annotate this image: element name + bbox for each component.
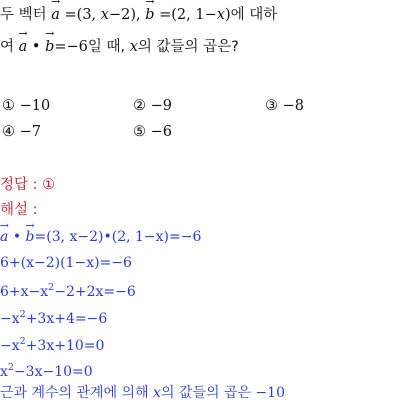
step-1-expression: =(3, x−2)•(2, 1−x)=−6 [34,229,202,245]
vector-b: → b [45,27,55,55]
choice-5[interactable]: ⑤ −6 [133,124,172,140]
vector-a: → a [51,8,60,23]
vector-a: → a [18,27,28,55]
solution-label: 해설 : [0,202,38,218]
dot-product-operator: • [31,39,41,55]
solution-step-3: $6+x-x^2-2+2x=-6$ [0,282,136,300]
choice-3[interactable]: ③ −8 [265,98,304,114]
solution-step-4: $-x^2+3x+4=-6$ [0,309,108,327]
vector-b-components: =(2, 1−x) [159,7,231,23]
solution-step-1: → a • → b=(3, x−2)•(2, 1−x)=−6 [0,219,202,245]
answer-line [0,178,55,193]
solution-step-6: $x^2-3x-10=0$ [0,362,93,380]
choice-2[interactable]: ② −9 [133,98,172,114]
solution-label-line [0,203,38,218]
vector-a: → a [0,219,9,245]
step-2-expression: 6+(x−2)(1−x)=−6 [0,255,132,271]
question-prefix: 두 벡터 [0,7,47,23]
condition-text: 일 때, [87,39,126,55]
variable-x: x [129,39,138,55]
solution-conclusion: 근과 계수의 관계에 의해 x의 값들의 곱은 −10 [0,385,285,401]
question-line-1 [0,0,278,23]
solution-step-5: $-x^2+3x+10=0$ [0,336,105,354]
solution-step-2 [0,256,132,270]
question-prefix-2: 여 [0,39,15,55]
choice-1[interactable]: ① −10 [2,98,51,114]
vector-arrow-icon: → [145,0,155,8]
vector-arrow-icon: → [45,27,55,40]
vector-a-components: =(3, x−2), [64,7,141,23]
vector-arrow-icon: → [0,219,9,232]
choice-4[interactable]: ④ −7 [2,124,41,140]
vector-b: → b [25,219,35,245]
vector-arrow-icon: → [18,27,28,40]
vector-arrow-icon: → [25,219,35,232]
dot-product-value: =−6 [54,39,88,55]
question-suffix: 에 대하 [230,7,278,23]
conclusion-value: −10 [255,385,285,401]
vector-arrow-icon: → [50,0,61,8]
vector-b: → b [145,8,154,23]
question-suffix-2: 의 값들의 곱은? [137,39,239,55]
answer-label: 정답 : [0,177,38,193]
answer-value: ① [42,177,56,193]
question-line-2 [0,27,239,55]
